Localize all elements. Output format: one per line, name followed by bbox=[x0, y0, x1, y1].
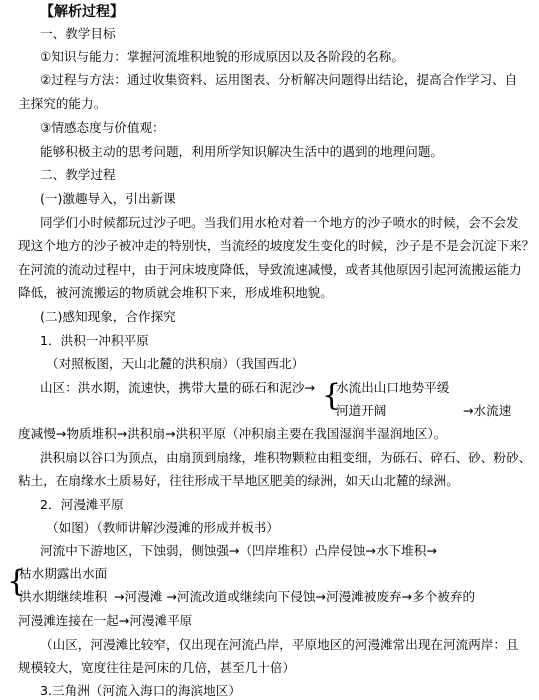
floodplain-desc-line1: （山区，河漫滩比较窄，仅出现在河流凸岸，平原地区的河漫滩常出现在河流两岸：且 bbox=[40, 637, 519, 652]
floodplain-desc-line2: 规模较大，宽度往往是河床的几倍，甚至几十倍） bbox=[18, 660, 296, 675]
alluvial-fan-desc-line2: 粘土，在扇缘水土质易好，往往形成干旱地区肥美的绿洲，如天山北麓的绿洲。 bbox=[18, 473, 459, 488]
topic-delta-heading: 3.三角洲（河流入海口的海滨地区） bbox=[40, 683, 241, 698]
intro-paragraph-line3: 在河流的流动过程中，由于河床坡度降低，导致流速减慢，或者其他原因引起河流搬运能力 bbox=[18, 262, 522, 277]
step-explore-heading: (二)感知现象，合作探究 bbox=[40, 309, 176, 324]
intro-paragraph-line2: 现这个地方的沙子被冲走的特别快，当流经的坡度发生变化的时候，沙子是不是会沉淀下来？ bbox=[18, 238, 535, 253]
section-heading-process: 二、教学过程 bbox=[40, 167, 116, 182]
floodplain-branch-1: 枯水期露出水面 bbox=[19, 566, 108, 581]
alluvial-fan-desc-line1: 洪积扇以谷口为顶点，由扇顶到扇缘，堆积物颗粒由粗变细，为砾石、碎石、砂、粉砂、 bbox=[40, 450, 532, 465]
objective-attitude-text: 能够积极主动的思考问题，利用所学知识解决生活中的遇到的地理问题。 bbox=[40, 144, 443, 159]
objective-knowledge: ①知识与能力：掌握河流堆积地貌的形成原因以及各阶段的名称。 bbox=[40, 49, 404, 64]
topic-alluvial-plain-note: （对照板图，天山北麓的洪积扇）（我国西北） bbox=[46, 356, 305, 371]
section-heading-objectives: 一、教学目标 bbox=[40, 26, 116, 41]
brace-symbol: { bbox=[7, 564, 27, 599]
topic-floodplain-heading: 2．河漫滩平原 bbox=[40, 497, 124, 512]
intro-paragraph-line1: 同学们小时候都玩过沙子吧。当我们用水枪对着一个地方的沙子喷水的时候，会不会发 bbox=[40, 215, 519, 230]
floodplain-flow-end: 河漫滩连接在一起→河漫滩平原 bbox=[18, 613, 193, 628]
alluvial-flow-start: 山区：洪水期，流速快，携带大量的砾石和泥沙→ bbox=[40, 380, 316, 395]
alluvial-branch-2-tail: →水流速 bbox=[463, 403, 512, 418]
topic-floodplain-note: （如图）（教师讲解沙漫滩的形成并板书） bbox=[46, 520, 279, 535]
objective-attitude: ③情感态度与价值观： bbox=[40, 120, 165, 135]
alluvial-branch-2: 河道开阔 bbox=[336, 403, 387, 418]
page-title: 【解析过程】 bbox=[40, 4, 124, 20]
floodplain-flow-start: 河流中下游地区，下蚀弱，侧蚀强→（凹岸堆积）凸岸侵蚀→水下堆积→ bbox=[40, 543, 437, 558]
step-intro-heading: (一)激趣导入，引出新课 bbox=[40, 191, 176, 206]
floodplain-branch-2: 洪水期继续堆积 bbox=[19, 589, 108, 604]
topic-alluvial-plain-heading: 1．洪积一冲积平原 bbox=[40, 333, 149, 348]
objective-process-line1: ②过程与方法：通过收集资料、运用图表、分析解决问题得出结论，提高合作学习、自 bbox=[40, 72, 518, 87]
brace-symbol: { bbox=[322, 378, 342, 413]
alluvial-flow-end: 度减慢→物质堆积→洪积扇→洪积平原（冲积扇主要在我国湿润半湿润地区）。 bbox=[18, 426, 447, 441]
alluvial-branch-1: 水流出山口地势平缓 bbox=[336, 380, 450, 395]
floodplain-branch-2-tail: →河漫滩 →河流改道或继续向下侵蚀→河漫滩被废弃→多个被弃的 bbox=[114, 589, 476, 604]
intro-paragraph-line4: 降低，被河流搬运的物质就会堆积下来，形成堆积地貌。 bbox=[18, 285, 333, 300]
objective-process-line2: 主探究的能力。 bbox=[18, 96, 107, 111]
